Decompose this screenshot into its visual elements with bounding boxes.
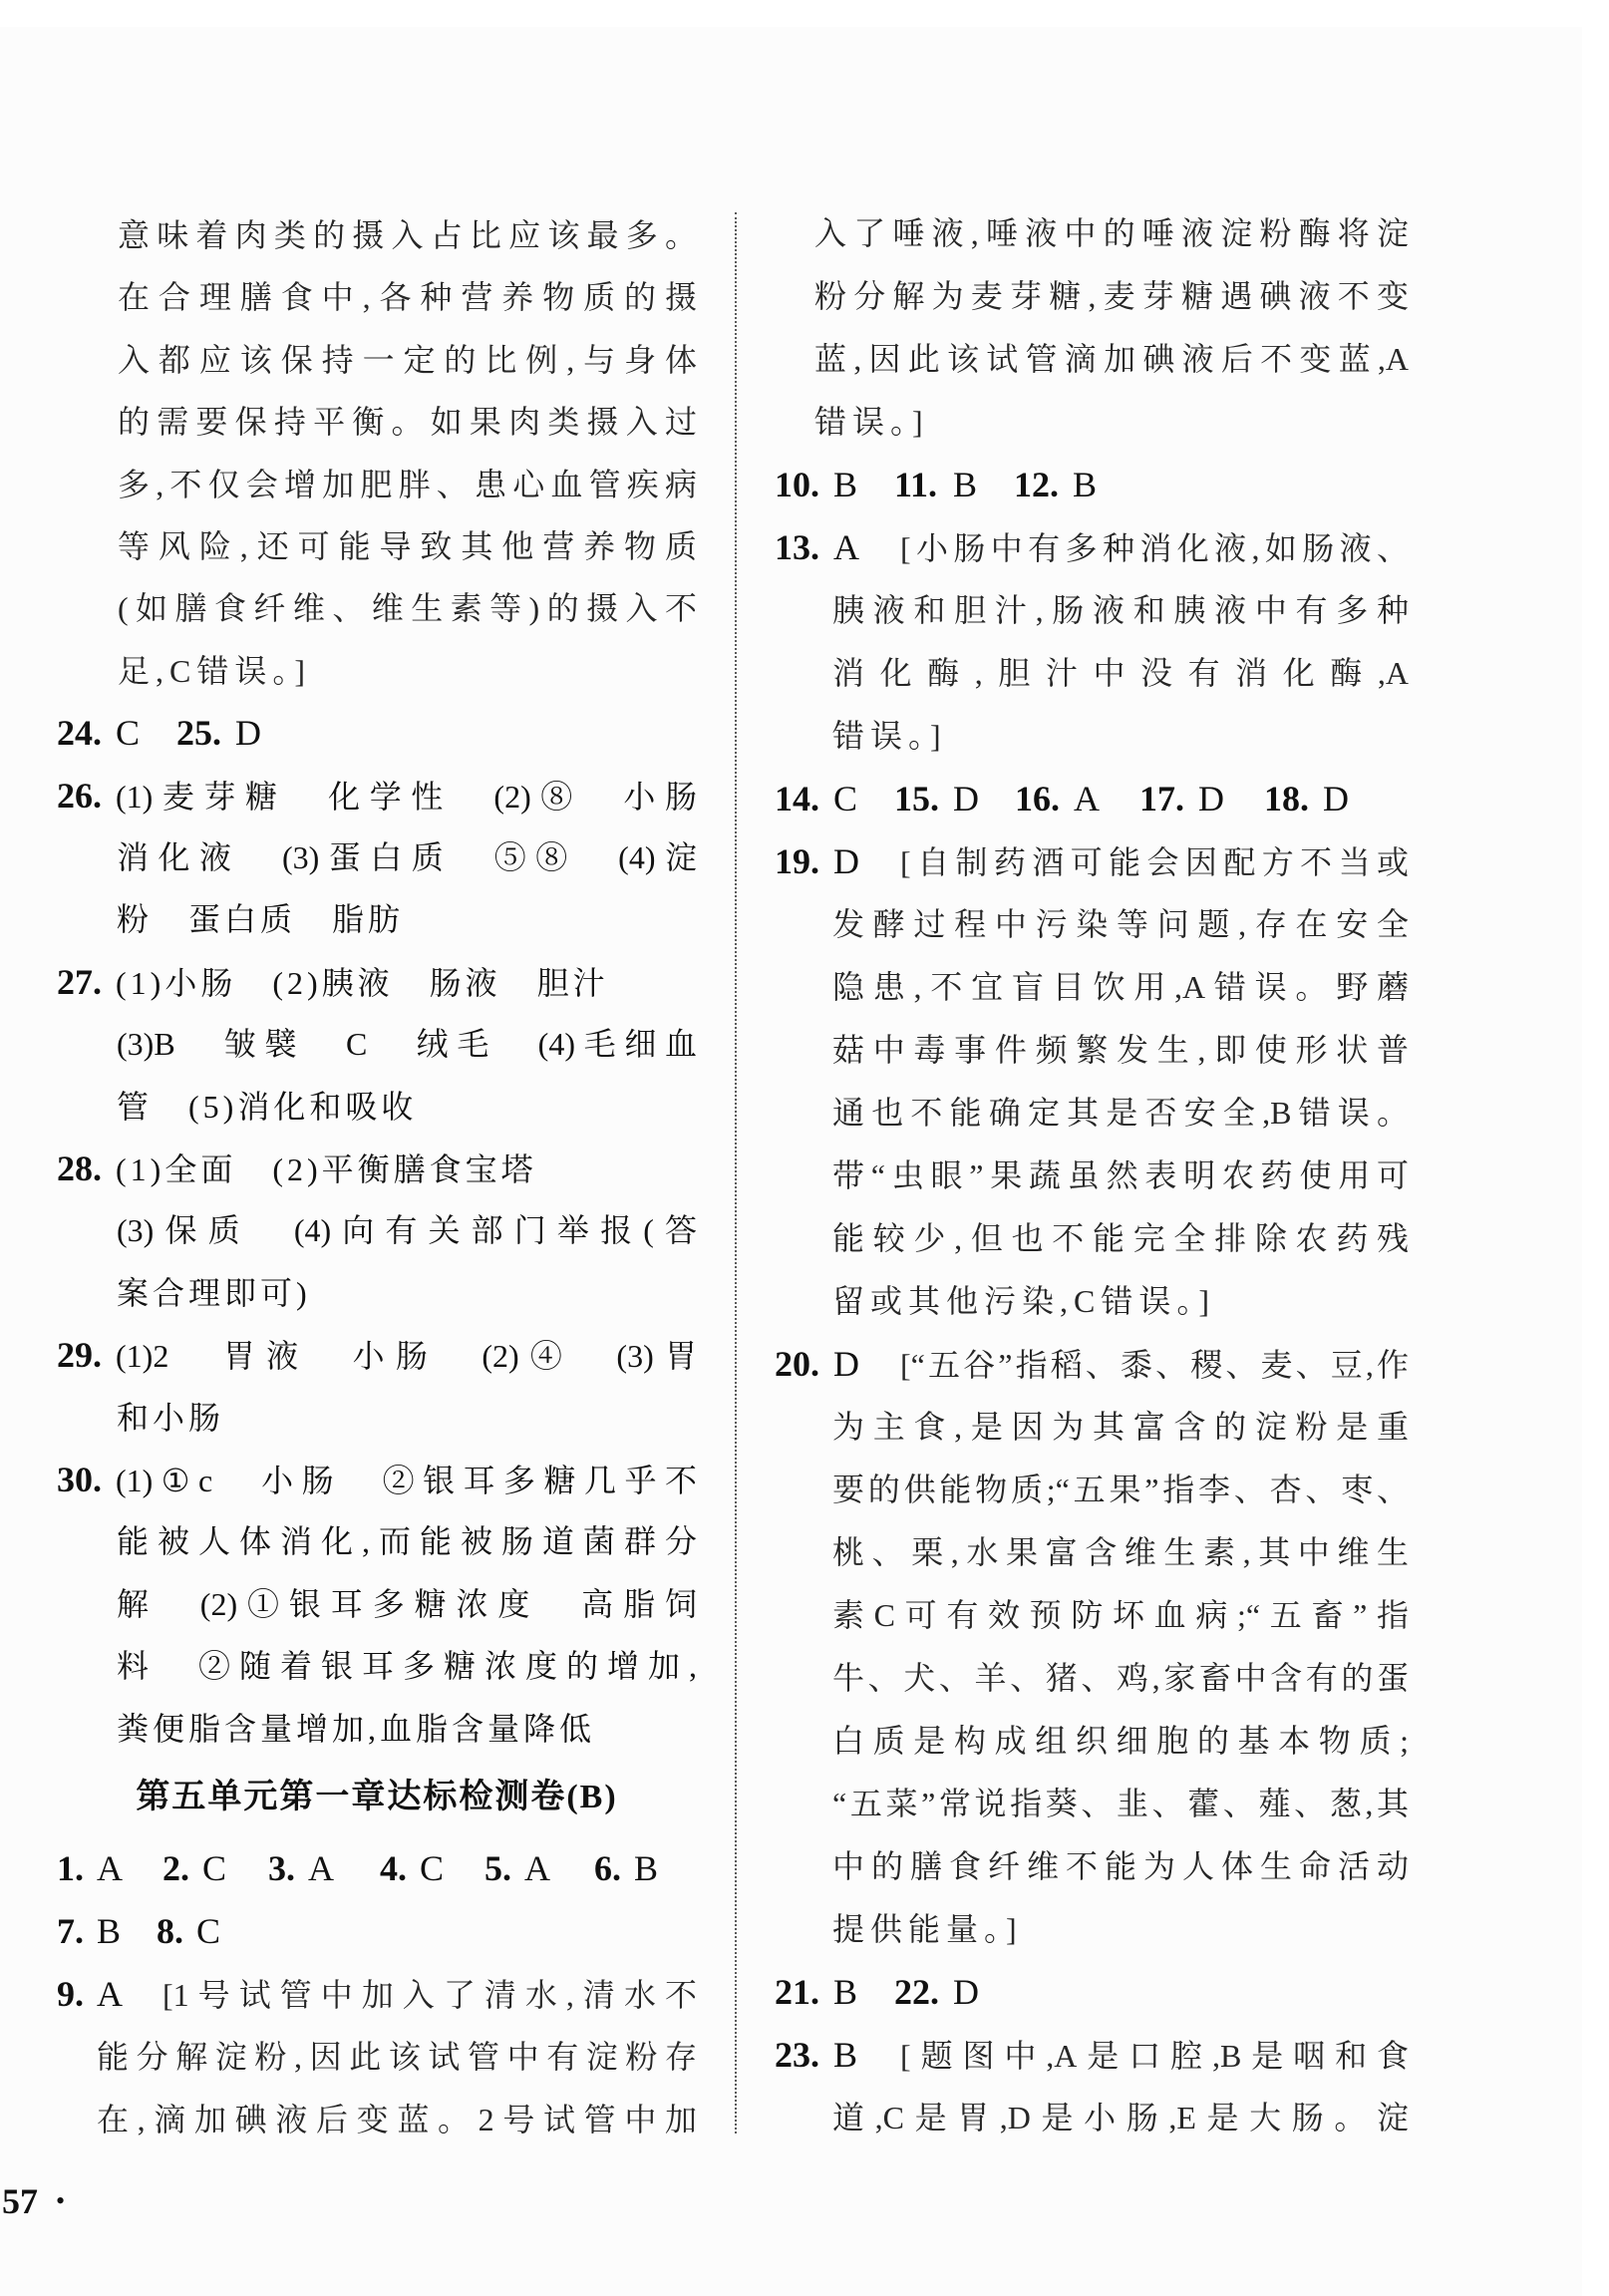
answer-pair: [162, 1848, 268, 1889]
answer-choice: B: [833, 1972, 858, 2012]
explanation-line: 意味着肉类的摄入占比应该最多。: [118, 217, 697, 253]
question-27: [57, 962, 697, 1002]
question-number: 9.: [57, 1974, 84, 2014]
question-number: 30.: [57, 1460, 102, 1499]
answer-pair: [1264, 779, 1384, 820]
explanation-line: 隐患,不宜盲目饮用,A错误。野蘑: [832, 969, 1409, 1005]
answer-choice: B: [833, 2035, 858, 2075]
explanation-line: 通也不能确定其是否安全,B错误。: [832, 1095, 1409, 1131]
answer-row: [775, 779, 1409, 819]
question-number: 2.: [162, 1848, 189, 1888]
answer-text: 能被人体消化,而能被肠道菌群分: [117, 1523, 697, 1559]
explanation-line: 多,不仅会增加肥胖、患心血管疾病: [118, 467, 697, 502]
explanation-line: 错误。]: [814, 404, 929, 440]
answer-choice: A: [833, 527, 859, 567]
answer-text: (3)B 皱襞 C 绒毛 (4)毛细血: [117, 1026, 697, 1062]
answer-pair: [894, 779, 1015, 820]
question-number: 28.: [57, 1148, 102, 1188]
answer-choice: A: [524, 1848, 550, 1888]
explanation-line: 在合理膳食中,各种营养物质的摄: [118, 279, 697, 315]
explanation-line: 要的供能物质;“五果”指李、杏、枣、: [832, 1472, 1409, 1507]
explanation-text: [“五谷”指稻、黍、稷、麦、豆,作: [900, 1347, 1409, 1383]
answer-row: [57, 1911, 697, 1951]
question-26: [57, 776, 697, 816]
answer-text: (1)麦芽糖 化学性 (2)⑧ 小肠: [116, 779, 697, 815]
question-number: 8.: [157, 1911, 183, 1951]
question-9: [57, 1974, 697, 2014]
answer-pair: [268, 1848, 380, 1889]
answer-pair: [775, 779, 894, 820]
answer-text: (1)①c 小肠 ②银耳多糖几乎不: [116, 1463, 697, 1498]
answer-choice: D: [235, 713, 261, 753]
explanation-line: 能较少,但也不能完全排除农药残: [832, 1220, 1409, 1256]
answer-text: 解 (2)①银耳多糖浓度 高脂饲: [117, 1586, 697, 1622]
explanation-text: [自制药酒可能会因配方不当或: [900, 844, 1409, 880]
explanation-line: 中的膳食纤维不能为人体生命活动: [832, 1848, 1409, 1884]
answer-pair: [176, 713, 296, 754]
explanation-line: 蓝,因此该试管滴加碘液后不变蓝,A: [814, 341, 1409, 377]
question-number: 17.: [1139, 779, 1184, 819]
page-number: 57: [2, 2181, 38, 2221]
explanation-line: 能分解淀粉,因此该试管中有淀粉存: [97, 2039, 697, 2075]
explanation-line: 足,C错误。]: [118, 653, 312, 689]
answer-pair: [1014, 465, 1133, 505]
answer-text: 案合理即可): [117, 1275, 311, 1311]
explanation-line: (如膳食纤维、维生素等)的摄入不: [118, 590, 697, 626]
explanation-line: 牛、犬、羊、猪、鸡,家畜中含有的蛋: [832, 1660, 1409, 1696]
answer-choice: C: [420, 1848, 445, 1888]
answer-text: 管 (5)消化和吸收: [117, 1089, 418, 1125]
explanation-line: 留或其他污染,C错误。]: [832, 1283, 1216, 1319]
explanation-line: 桃、栗,水果富含维生素,其中维生: [832, 1534, 1409, 1570]
question-number: 25.: [176, 713, 221, 753]
answer-text: 料 ②随着银耳多糖浓度的增加,: [117, 1648, 697, 1684]
explanation-line: 入了唾液,唾液中的唾液淀粉酶将淀: [814, 215, 1409, 251]
question-28: [57, 1148, 697, 1188]
question-number: 16.: [1015, 779, 1060, 819]
answer-text: (1)小肠 (2)胰液 肠液 胆汁: [116, 965, 609, 1001]
answer-choice: A: [97, 1848, 123, 1888]
question-number: 29.: [57, 1335, 102, 1375]
answer-choice: A: [1074, 779, 1100, 819]
question-23: [775, 2035, 1409, 2075]
answer-pair: [775, 1972, 894, 2013]
answer-pair: [57, 1848, 162, 1889]
column-divider: [735, 212, 737, 2133]
answer-pair: [775, 465, 894, 505]
answer-choice: A: [308, 1848, 334, 1888]
explanation-line: 道,C是胃,D是小肠,E是大肠。淀: [832, 2100, 1409, 2135]
answer-row: [775, 1972, 1409, 2012]
answer-text: 消化液 (3)蛋白质 ⑤⑧ (4)淀: [117, 839, 697, 875]
answer-row: [57, 713, 697, 753]
answer-pair: [380, 1848, 484, 1889]
answer-pair: [157, 1911, 256, 1952]
question-number: 4.: [380, 1848, 407, 1888]
explanation-line: 白质是构成组织细胞的基本物质;: [832, 1723, 1409, 1759]
explanation-line: 提供能量。]: [832, 1911, 1023, 1947]
question-number: 19.: [775, 841, 819, 881]
answer-choice: D: [833, 1344, 859, 1384]
answer-choice: A: [97, 1974, 123, 2014]
explanation-line: 的需要保持平衡。如果肉类摄入过: [118, 404, 697, 440]
answer-choice: C: [833, 779, 858, 819]
answer-pair: [57, 1911, 157, 1952]
question-number: 14.: [775, 779, 819, 819]
explanation-text: [小肠中有多种消化液,如肠液、: [900, 530, 1409, 566]
question-number: 5.: [484, 1848, 511, 1888]
answer-text: 粪便脂含量增加,血脂含量降低: [117, 1711, 596, 1747]
question-number: 18.: [1264, 779, 1309, 819]
answer-choice: C: [196, 1911, 221, 1951]
question-number: 27.: [57, 962, 102, 1002]
answer-text: 粉 蛋白质 脂肪: [117, 901, 405, 937]
question-number: 12.: [1014, 465, 1059, 504]
question-number: 3.: [268, 1848, 295, 1888]
question-number: 11.: [894, 465, 938, 504]
answer-pair: [1139, 779, 1264, 820]
question-number: 13.: [775, 527, 819, 567]
explanation-line: 入都应该保持一定的比例,与身体: [118, 342, 697, 378]
answer-pair: [1015, 779, 1139, 820]
answer-choice: D: [1323, 779, 1349, 819]
explanation-line: 错误。]: [832, 718, 947, 754]
answer-pair: [894, 1972, 1014, 2013]
explanation-line: 粉分解为麦芽糖,麦芽糖遇碘液不变: [814, 278, 1409, 314]
question-13: [775, 527, 1409, 567]
answer-text: (3)保质 (4)向有关部门举报(答: [117, 1212, 697, 1248]
answer-pair: [484, 1848, 594, 1889]
page-footer: [2, 2181, 65, 2221]
question-29: [57, 1335, 697, 1375]
answer-choice: C: [116, 713, 141, 753]
question-number: 15.: [894, 779, 939, 819]
question-30: [57, 1460, 697, 1499]
explanation-text: [1号试管中加入了清水,清水不: [162, 1977, 697, 2013]
explanation-line: 等风险,还可能导致其他营养物质: [118, 528, 697, 564]
answer-choice: D: [953, 1972, 979, 2012]
answer-row: [57, 1848, 697, 1888]
answer-choice: B: [833, 465, 858, 504]
explanation-line: 带“虫眼”果蔬虽然表明农药使用可: [832, 1157, 1409, 1193]
explanation-line: 菇中毒事件频繁发生,即使形状普: [832, 1032, 1409, 1068]
answer-choice: B: [97, 1911, 122, 1951]
answer-text: (1)全面 (2)平衡膳食宝塔: [116, 1151, 537, 1187]
question-number: 24.: [57, 713, 102, 753]
explanation-line: “五菜”常说指葵、韭、藿、薤、葱,其: [832, 1786, 1409, 1821]
answer-choice: B: [953, 465, 978, 504]
section-heading: 第五单元第一章达标检测卷(B): [136, 1779, 618, 1815]
question-number: 1.: [57, 1848, 84, 1888]
explanation-line: 胰液和胆汁,肠液和胰液中有多种: [832, 592, 1409, 628]
question-20: [775, 1344, 1409, 1384]
question-number: 6.: [594, 1848, 621, 1888]
explanation-line: 为主食,是因为其富含的淀粉是重: [832, 1409, 1409, 1445]
question-19: [775, 841, 1409, 881]
answer-choice: B: [634, 1848, 659, 1888]
question-number: 21.: [775, 1972, 819, 2012]
answer-choice: B: [1073, 465, 1098, 504]
question-number: 22.: [894, 1972, 939, 2012]
question-number: 20.: [775, 1344, 819, 1384]
explanation-line: 在,滴加碘液后变蓝。2号试管中加: [97, 2102, 697, 2137]
explanation-line: 消化酶,胆汁中没有消化酶,A: [832, 655, 1409, 691]
question-number: 10.: [775, 465, 819, 504]
question-number: 7.: [57, 1911, 84, 1951]
answer-choice: D: [1198, 779, 1224, 819]
bullet-icon: •: [56, 2186, 66, 2215]
answer-text: (1)2 胃液 小肠 (2)④ (3)胃: [116, 1338, 697, 1374]
answer-text: 和小肠: [117, 1400, 225, 1436]
explanation-text: [题图中,A是口腔,B是咽和食: [900, 2038, 1409, 2074]
answer-choice: D: [833, 841, 859, 881]
answer-pair: [594, 1848, 694, 1889]
explanation-line: 发酵过程中污染等问题,存在安全: [832, 906, 1409, 942]
question-number: 23.: [775, 2035, 819, 2075]
answer-choice: D: [953, 779, 979, 819]
answer-pair: [57, 713, 176, 754]
answer-pair: [894, 465, 1014, 505]
answer-row: [775, 465, 1409, 504]
explanation-line: 素C可有效预防坏血病;“五畜”指: [832, 1597, 1409, 1633]
answer-choice: C: [202, 1848, 227, 1888]
question-number: 26.: [57, 776, 102, 816]
